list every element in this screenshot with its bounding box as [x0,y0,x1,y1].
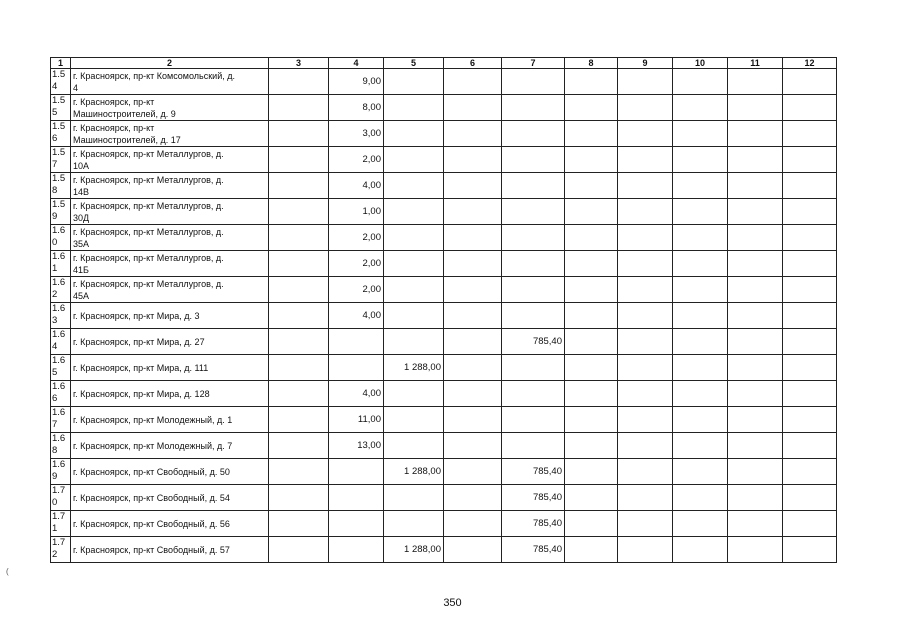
empty-cell [444,511,502,537]
value-cell-col5 [384,277,444,303]
empty-cell [269,381,329,407]
empty-cell [565,511,618,537]
value-cell-col4: 2,00 [329,251,384,277]
empty-cell [618,277,673,303]
value-cell-col7 [502,433,565,459]
value-cell-col4: 2,00 [329,147,384,173]
value-cell-col5 [384,511,444,537]
empty-cell [444,121,502,147]
empty-cell [618,173,673,199]
empty-cell [269,537,329,563]
empty-cell [565,251,618,277]
row-number-cell: 1.6 3 [51,303,71,329]
column-header-5: 5 [384,58,444,69]
empty-cell [444,95,502,121]
empty-cell [783,511,837,537]
empty-cell [783,485,837,511]
empty-cell [728,511,783,537]
value-cell-col7 [502,251,565,277]
empty-cell [673,511,728,537]
row-number-cell: 1.7 2 [51,537,71,563]
empty-cell [728,225,783,251]
empty-cell [269,511,329,537]
empty-cell [444,277,502,303]
column-header-3: 3 [269,58,329,69]
value-cell-col4: 3,00 [329,121,384,147]
empty-cell [269,459,329,485]
row-number-cell: 1.5 5 [51,95,71,121]
empty-cell [783,121,837,147]
row-number-cell: 1.7 0 [51,485,71,511]
empty-cell [565,121,618,147]
value-cell-col5 [384,225,444,251]
table-row [51,355,837,381]
empty-cell [565,173,618,199]
empty-cell [783,459,837,485]
empty-cell [673,433,728,459]
empty-cell [565,459,618,485]
empty-cell [269,433,329,459]
address-cell: г. Красноярск, пр-кт Свободный, д. 50 [71,459,269,485]
table-row [51,69,837,95]
empty-cell [783,199,837,225]
value-cell-col4: 13,00 [329,433,384,459]
empty-cell [728,95,783,121]
empty-cell [673,485,728,511]
value-cell-col5 [384,121,444,147]
value-cell-col5 [384,147,444,173]
empty-cell [565,381,618,407]
empty-cell [673,251,728,277]
empty-cell [565,69,618,95]
empty-cell [618,459,673,485]
empty-cell [269,251,329,277]
empty-cell [728,277,783,303]
empty-cell [269,355,329,381]
address-cell: г. Красноярск, пр-кт Свободный, д. 56 [71,511,269,537]
data-table [50,57,837,563]
table-row [51,277,837,303]
value-cell-col5: 1 288,00 [384,537,444,563]
empty-cell [728,355,783,381]
empty-cell [783,433,837,459]
empty-cell [728,173,783,199]
empty-cell [618,329,673,355]
empty-cell [444,329,502,355]
value-cell-col7: 785,40 [502,537,565,563]
empty-cell [783,225,837,251]
empty-cell [783,537,837,563]
row-number-cell: 1.6 4 [51,329,71,355]
value-cell-col7 [502,277,565,303]
empty-cell [783,381,837,407]
row-number-cell: 1.6 5 [51,355,71,381]
column-header-6: 6 [444,58,502,69]
value-cell-col7 [502,147,565,173]
table-row [51,121,837,147]
table-body [51,69,837,563]
empty-cell [728,147,783,173]
empty-cell [783,329,837,355]
empty-cell [565,95,618,121]
address-cell: г. Красноярск, пр-кт Комсомольский, д. 4 [71,69,269,95]
address-cell: г. Красноярск, пр-кт Мира, д. 27 [71,329,269,355]
value-cell-col7 [502,381,565,407]
empty-cell [618,355,673,381]
address-cell: г. Красноярск, пр-кт Металлургов, д. 41Б [71,251,269,277]
value-cell-col4: 11,00 [329,407,384,433]
empty-cell [269,303,329,329]
table-row [51,381,837,407]
row-number-cell: 1.5 7 [51,147,71,173]
column-header-1: 1 [51,58,71,69]
empty-cell [673,173,728,199]
empty-cell [565,485,618,511]
empty-cell [444,147,502,173]
column-header-7: 7 [502,58,565,69]
row-number-cell: 1.6 7 [51,407,71,433]
empty-cell [673,303,728,329]
empty-cell [618,121,673,147]
address-cell: г. Красноярск, пр-кт Молодежный, д. 7 [71,433,269,459]
empty-cell [728,303,783,329]
empty-cell [673,199,728,225]
address-cell: г. Красноярск, пр-кт Металлургов, д. 35А [71,225,269,251]
address-cell: г. Красноярск, пр-кт Машиностроителей, д. 9 [71,95,269,121]
row-number-cell: 1.6 8 [51,433,71,459]
address-cell: г. Красноярск, пр-кт Мира, д. 128 [71,381,269,407]
table-row [51,485,837,511]
header-row [51,58,837,69]
table-row [51,225,837,251]
empty-cell [444,199,502,225]
empty-cell [673,381,728,407]
value-cell-col7: 785,40 [502,459,565,485]
empty-cell [783,355,837,381]
address-cell: г. Красноярск, пр-кт Машиностроителей, д. 17 [71,121,269,147]
table-row [51,537,837,563]
empty-cell [673,329,728,355]
value-cell-col5 [384,199,444,225]
empty-cell [673,147,728,173]
address-cell: г. Красноярск, пр-кт Молодежный, д. 1 [71,407,269,433]
value-cell-col5 [384,407,444,433]
address-cell: г. Красноярск, пр-кт Мира, д. 111 [71,355,269,381]
value-cell-col7 [502,69,565,95]
empty-cell [673,277,728,303]
row-number-cell: 1.6 1 [51,251,71,277]
empty-cell [618,199,673,225]
empty-cell [618,511,673,537]
value-cell-col7: 785,40 [502,485,565,511]
table-row [51,95,837,121]
value-cell-col7 [502,407,565,433]
value-cell-col5: 1 288,00 [384,355,444,381]
empty-cell [565,199,618,225]
empty-cell [444,381,502,407]
value-cell-col4: 4,00 [329,381,384,407]
empty-cell [728,329,783,355]
table-row [51,329,837,355]
empty-cell [618,407,673,433]
empty-cell [444,407,502,433]
empty-cell [673,95,728,121]
column-header-9: 9 [618,58,673,69]
empty-cell [565,225,618,251]
value-cell-col4: 4,00 [329,173,384,199]
value-cell-col4 [329,459,384,485]
value-cell-col5: 1 288,00 [384,459,444,485]
empty-cell [728,537,783,563]
empty-cell [618,537,673,563]
table-row [51,511,837,537]
empty-cell [783,277,837,303]
row-number-cell: 1.5 6 [51,121,71,147]
value-cell-col5 [384,329,444,355]
empty-cell [444,251,502,277]
value-cell-col7 [502,121,565,147]
empty-cell [618,69,673,95]
address-cell: г. Красноярск, пр-кт Свободный, д. 57 [71,537,269,563]
value-cell-col5 [384,303,444,329]
empty-cell [728,251,783,277]
column-header-12: 12 [783,58,837,69]
row-number-cell: 1.6 2 [51,277,71,303]
empty-cell [269,329,329,355]
empty-cell [783,407,837,433]
empty-cell [565,303,618,329]
empty-cell [269,277,329,303]
empty-cell [444,355,502,381]
empty-cell [618,147,673,173]
empty-cell [444,303,502,329]
row-number-cell: 1.6 0 [51,225,71,251]
address-cell: г. Красноярск, пр-кт Мира, д. 3 [71,303,269,329]
empty-cell [269,95,329,121]
empty-cell [618,381,673,407]
address-cell: г. Красноярск, пр-кт Металлургов, д. 30Д [71,199,269,225]
empty-cell [783,173,837,199]
value-cell-col4 [329,537,384,563]
row-number-cell: 1.7 1 [51,511,71,537]
value-cell-col5 [384,69,444,95]
empty-cell [565,355,618,381]
empty-cell [673,69,728,95]
empty-cell [728,433,783,459]
row-number-cell: 1.5 4 [51,69,71,95]
table-row [51,251,837,277]
column-header-10: 10 [673,58,728,69]
value-cell-col4 [329,485,384,511]
empty-cell [728,485,783,511]
value-cell-col4: 2,00 [329,277,384,303]
value-cell-col7: 785,40 [502,329,565,355]
value-cell-col4 [329,511,384,537]
empty-cell [618,303,673,329]
address-cell: г. Красноярск, пр-кт Свободный, д. 54 [71,485,269,511]
empty-cell [783,251,837,277]
empty-cell [269,121,329,147]
empty-cell [728,121,783,147]
column-header-11: 11 [728,58,783,69]
value-cell-col4: 4,00 [329,303,384,329]
table-row [51,433,837,459]
empty-cell [618,225,673,251]
empty-cell [269,225,329,251]
empty-cell [269,147,329,173]
empty-cell [728,69,783,95]
value-cell-col7 [502,95,565,121]
edge-mark: ( [6,567,9,576]
value-cell-col7 [502,303,565,329]
value-cell-col7 [502,355,565,381]
table-row [51,407,837,433]
empty-cell [618,485,673,511]
empty-cell [269,199,329,225]
empty-cell [673,537,728,563]
value-cell-col4: 2,00 [329,225,384,251]
page-number: 350 [443,597,462,609]
value-cell-col5 [384,381,444,407]
empty-cell [673,459,728,485]
value-cell-col4: 1,00 [329,199,384,225]
empty-cell [444,459,502,485]
value-cell-col4 [329,329,384,355]
value-cell-col5 [384,95,444,121]
empty-cell [565,277,618,303]
value-cell-col5 [384,251,444,277]
value-cell-col5 [384,433,444,459]
empty-cell [783,303,837,329]
value-cell-col7: 785,40 [502,511,565,537]
value-cell-col7 [502,173,565,199]
empty-cell [565,433,618,459]
table-row [51,147,837,173]
row-number-cell: 1.6 9 [51,459,71,485]
empty-cell [444,485,502,511]
value-cell-col5 [384,173,444,199]
row-number-cell: 1.5 8 [51,173,71,199]
row-number-cell: 1.5 9 [51,199,71,225]
empty-cell [618,433,673,459]
address-cell: г. Красноярск, пр-кт Металлургов, д. 45А [71,277,269,303]
empty-cell [444,69,502,95]
table-row [51,303,837,329]
empty-cell [728,407,783,433]
empty-cell [269,173,329,199]
value-cell-col4: 8,00 [329,95,384,121]
empty-cell [728,381,783,407]
value-cell-col4 [329,355,384,381]
address-cell: г. Красноярск, пр-кт Металлургов, д. 10А [71,147,269,173]
empty-cell [444,173,502,199]
column-header-4: 4 [329,58,384,69]
empty-cell [728,199,783,225]
value-cell-col7 [502,199,565,225]
address-cell: г. Красноярск, пр-кт Металлургов, д. 14В [71,173,269,199]
value-cell-col5 [384,485,444,511]
empty-cell [728,459,783,485]
column-header-2: 2 [71,58,269,69]
empty-cell [618,95,673,121]
empty-cell [673,225,728,251]
empty-cell [783,95,837,121]
empty-cell [673,355,728,381]
table-row [51,459,837,485]
empty-cell [269,69,329,95]
value-cell-col4: 9,00 [329,69,384,95]
empty-cell [565,407,618,433]
empty-cell [783,147,837,173]
empty-cell [444,433,502,459]
table-row [51,173,837,199]
empty-cell [673,407,728,433]
empty-cell [673,121,728,147]
empty-cell [269,485,329,511]
value-cell-col7 [502,225,565,251]
empty-cell [269,407,329,433]
empty-cell [618,251,673,277]
empty-cell [565,147,618,173]
row-number-cell: 1.6 6 [51,381,71,407]
column-header-8: 8 [565,58,618,69]
empty-cell [444,225,502,251]
empty-cell [565,329,618,355]
empty-cell [783,69,837,95]
empty-cell [565,537,618,563]
empty-cell [444,537,502,563]
table-row [51,199,837,225]
